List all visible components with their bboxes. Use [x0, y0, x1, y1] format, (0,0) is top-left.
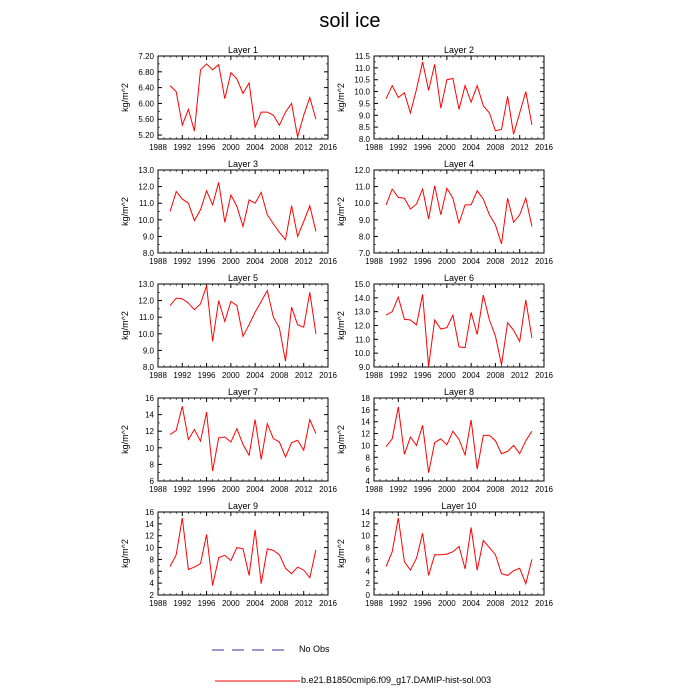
y-tick-label: 4 [365, 477, 370, 486]
x-tick-label: 2016 [535, 257, 553, 266]
y-tick-label: 8.0 [142, 363, 154, 372]
x-tick-label: 2000 [437, 143, 456, 152]
y-axis-label: kg/m^2 [120, 311, 130, 340]
plot-frame [374, 56, 544, 139]
y-tick-label: 11.0 [355, 63, 370, 73]
y-tick-label: 4 [365, 567, 370, 577]
page-title: soil ice [319, 10, 381, 32]
y-tick-label: 13.0 [354, 307, 370, 317]
x-tick-label: 2008 [486, 599, 505, 608]
y-axis-label: kg/m^2 [336, 197, 346, 226]
x-tick-label: 1992 [173, 485, 192, 494]
series-line [386, 407, 532, 473]
x-tick-label: 1988 [365, 257, 383, 266]
panel-title: Layer 7 [227, 387, 259, 397]
y-axis-label: kg/m^2 [336, 539, 346, 568]
y-tick-label: 6.80 [138, 67, 154, 77]
panel-1 [120, 45, 337, 152]
x-tick-label: 2012 [510, 371, 529, 380]
y-tick-label: 9.0 [142, 232, 154, 242]
x-tick-label: 1992 [389, 371, 408, 380]
plot-frame [374, 170, 544, 253]
y-tick-label: 7.20 [138, 52, 154, 61]
y-tick-label: 13.0 [138, 166, 154, 175]
y-tick-label: 12.0 [138, 182, 154, 192]
series-line [170, 518, 316, 586]
y-tick-label: 12 [145, 427, 154, 437]
y-tick-label: 7.0 [358, 249, 370, 258]
y-tick-label: 9.0 [358, 215, 370, 225]
x-tick-label: 2016 [319, 257, 337, 266]
x-tick-label: 2004 [462, 599, 481, 608]
x-tick-label: 1996 [197, 599, 216, 608]
x-tick-label: 1988 [149, 485, 167, 494]
series-line [170, 406, 316, 471]
x-tick-label: 2000 [221, 599, 240, 608]
series-line [170, 64, 316, 137]
x-tick-label: 2016 [535, 371, 553, 380]
plot-frame [158, 170, 328, 253]
x-tick-label: 2012 [510, 599, 529, 608]
x-tick-label: 1996 [413, 485, 432, 494]
y-axis-label: kg/m^2 [120, 197, 130, 226]
y-tick-label: 9.0 [358, 363, 370, 372]
y-tick-label: 12 [145, 531, 154, 541]
plot-frame [158, 284, 328, 367]
x-tick-label: 2008 [270, 485, 289, 494]
y-tick-label: 18 [361, 394, 370, 403]
x-tick-label: 1996 [413, 257, 432, 266]
x-tick-label: 1992 [389, 599, 408, 608]
x-tick-label: 2000 [437, 371, 456, 380]
panel-9 [120, 501, 337, 608]
y-axis-label: kg/m^2 [336, 83, 346, 112]
y-tick-label: 10.0 [354, 349, 370, 359]
panel-title: Layer 1 [227, 45, 259, 55]
x-tick-label: 2016 [319, 599, 337, 608]
x-tick-label: 2004 [246, 485, 265, 494]
x-tick-label: 2012 [294, 257, 313, 266]
y-tick-label: 5.60 [138, 115, 154, 125]
y-tick-label: 12.0 [354, 166, 370, 175]
x-tick-label: 2000 [221, 143, 240, 152]
y-tick-label: 6 [149, 477, 154, 486]
y-tick-label: 9.0 [142, 346, 154, 356]
x-tick-label: 1988 [365, 599, 383, 608]
panel-title: Layer 10 [441, 501, 477, 511]
x-tick-label: 2004 [462, 485, 481, 494]
x-tick-label: 1992 [173, 143, 192, 152]
y-axis-label: kg/m^2 [336, 311, 346, 340]
panel-6 [336, 273, 553, 380]
x-tick-label: 2016 [535, 143, 553, 152]
panel-4 [336, 159, 553, 266]
x-tick-label: 2004 [462, 371, 481, 380]
panel-10 [336, 501, 553, 608]
x-tick-label: 1988 [149, 143, 167, 152]
panel-7 [120, 387, 337, 494]
x-tick-label: 1996 [413, 143, 432, 152]
panel-2 [336, 45, 553, 152]
y-tick-label: 8.5 [358, 123, 370, 133]
series-line [386, 186, 532, 244]
plot-frame [158, 56, 328, 139]
x-tick-label: 2004 [462, 143, 481, 152]
y-tick-label: 11.0 [139, 199, 154, 209]
y-tick-label: 0 [365, 591, 370, 600]
x-tick-label: 2012 [510, 257, 529, 266]
x-tick-label: 1992 [389, 143, 408, 152]
y-tick-label: 6 [365, 555, 370, 565]
x-tick-label: 2004 [246, 371, 265, 380]
x-tick-label: 2008 [270, 599, 289, 608]
x-tick-label: 2008 [270, 143, 289, 152]
series-line [386, 294, 532, 366]
x-tick-label: 1988 [149, 599, 167, 608]
y-tick-label: 10 [145, 443, 154, 453]
panel-title: Layer 2 [443, 45, 475, 55]
y-tick-label: 11.0 [355, 335, 370, 345]
x-tick-label: 1996 [413, 371, 432, 380]
y-tick-label: 16 [361, 405, 370, 415]
y-tick-label: 10.5 [354, 75, 370, 85]
x-tick-label: 1996 [197, 257, 216, 266]
x-tick-label: 2016 [535, 599, 553, 608]
panel-title: Layer 9 [227, 501, 259, 511]
panel-title: Layer 4 [443, 159, 475, 169]
x-tick-label: 1992 [389, 257, 408, 266]
y-tick-label: 6 [365, 465, 370, 475]
x-tick-label: 1996 [197, 143, 216, 152]
x-tick-label: 1996 [197, 485, 216, 494]
x-tick-label: 2008 [270, 257, 289, 266]
panel-title: Layer 5 [227, 273, 259, 283]
x-tick-label: 1992 [173, 371, 192, 380]
y-tick-label: 8 [149, 460, 154, 470]
legend-run-label: b.e21.B1850cmip6.f09_g17.DAMIP-hist-sol.003 [301, 675, 492, 685]
y-tick-label: 12 [361, 429, 370, 439]
x-tick-label: 1992 [173, 599, 192, 608]
x-tick-label: 2000 [221, 485, 240, 494]
y-tick-label: 12.0 [138, 296, 154, 306]
x-tick-label: 2004 [246, 143, 265, 152]
plot-frame [374, 284, 544, 367]
x-tick-label: 2004 [462, 257, 481, 266]
panel-8 [336, 387, 553, 494]
y-tick-label: 15.0 [354, 280, 370, 289]
series-line [386, 518, 532, 584]
y-tick-label: 14 [361, 508, 370, 517]
y-tick-label: 8 [365, 543, 370, 553]
x-tick-label: 2000 [437, 257, 456, 266]
x-tick-label: 2012 [510, 143, 529, 152]
y-tick-label: 8 [365, 453, 370, 463]
y-axis-label: kg/m^2 [120, 425, 130, 454]
x-tick-label: 2000 [221, 257, 240, 266]
y-tick-label: 2 [149, 591, 154, 600]
y-tick-label: 10 [145, 543, 154, 553]
y-tick-label: 5.20 [138, 131, 154, 141]
y-axis-label: kg/m^2 [120, 83, 130, 112]
x-tick-label: 2000 [437, 485, 456, 494]
y-tick-label: 9.0 [358, 111, 370, 121]
panel-title: Layer 6 [443, 273, 475, 283]
y-tick-label: 6.40 [138, 83, 154, 93]
x-tick-label: 2012 [294, 485, 313, 494]
y-tick-label: 2 [365, 579, 370, 589]
x-tick-label: 2012 [294, 599, 313, 608]
x-tick-label: 2008 [486, 143, 505, 152]
x-tick-label: 1996 [413, 599, 432, 608]
y-tick-label: 6 [149, 567, 154, 577]
x-tick-label: 1988 [149, 371, 167, 380]
y-tick-label: 8 [149, 555, 154, 565]
y-axis-label: kg/m^2 [120, 539, 130, 568]
x-tick-label: 2016 [319, 143, 337, 152]
x-tick-label: 2008 [270, 371, 289, 380]
y-tick-label: 12.0 [354, 321, 370, 331]
y-tick-label: 10 [361, 531, 370, 541]
y-tick-label: 9.5 [358, 99, 370, 109]
y-tick-label: 4 [149, 579, 154, 589]
y-tick-label: 14.0 [354, 293, 370, 303]
panel-title: Layer 8 [443, 387, 475, 397]
x-tick-label: 1988 [365, 485, 383, 494]
x-tick-label: 2000 [221, 371, 240, 380]
x-tick-label: 1988 [365, 143, 383, 152]
x-tick-label: 1988 [149, 257, 167, 266]
y-tick-label: 14 [145, 519, 154, 529]
y-axis-label: kg/m^2 [336, 425, 346, 454]
y-tick-label: 10.0 [354, 199, 370, 209]
x-tick-label: 2004 [246, 257, 265, 266]
y-tick-label: 10.0 [354, 87, 370, 97]
panel-3 [120, 159, 337, 266]
x-tick-label: 2004 [246, 599, 265, 608]
x-tick-label: 1996 [197, 371, 216, 380]
panel-5 [120, 273, 337, 380]
x-tick-label: 1992 [173, 257, 192, 266]
x-tick-label: 2016 [535, 485, 553, 494]
x-tick-label: 2012 [510, 485, 529, 494]
x-tick-label: 2016 [319, 485, 337, 494]
y-tick-label: 10 [361, 441, 370, 451]
y-tick-label: 14 [361, 417, 370, 427]
y-tick-label: 6.00 [138, 99, 154, 109]
y-tick-label: 11.0 [139, 313, 154, 323]
legend-obs-label: No Obs [299, 644, 330, 654]
y-tick-label: 13.0 [138, 280, 154, 289]
x-tick-label: 1988 [365, 371, 383, 380]
x-tick-label: 2008 [486, 485, 505, 494]
x-tick-label: 2008 [486, 371, 505, 380]
y-tick-label: 10.0 [138, 329, 154, 339]
series-line [386, 62, 532, 134]
x-tick-label: 2000 [437, 599, 456, 608]
y-tick-label: 8.0 [142, 249, 154, 258]
x-tick-label: 2012 [294, 371, 313, 380]
x-tick-label: 2008 [486, 257, 505, 266]
panel-title: Layer 3 [227, 159, 259, 169]
x-tick-label: 2012 [294, 143, 313, 152]
series-line [170, 182, 316, 239]
y-tick-label: 12 [361, 519, 370, 529]
y-tick-label: 11.5 [355, 52, 370, 61]
y-tick-label: 11.0 [355, 182, 370, 192]
x-tick-label: 2016 [319, 371, 337, 380]
series-line [170, 286, 316, 362]
y-tick-label: 14 [145, 410, 154, 420]
y-tick-label: 10.0 [138, 215, 154, 225]
y-tick-label: 8.0 [358, 135, 370, 144]
y-tick-label: 16 [145, 508, 154, 517]
y-tick-label: 16 [145, 394, 154, 403]
x-tick-label: 1992 [389, 485, 408, 494]
y-tick-label: 8.0 [358, 232, 370, 242]
